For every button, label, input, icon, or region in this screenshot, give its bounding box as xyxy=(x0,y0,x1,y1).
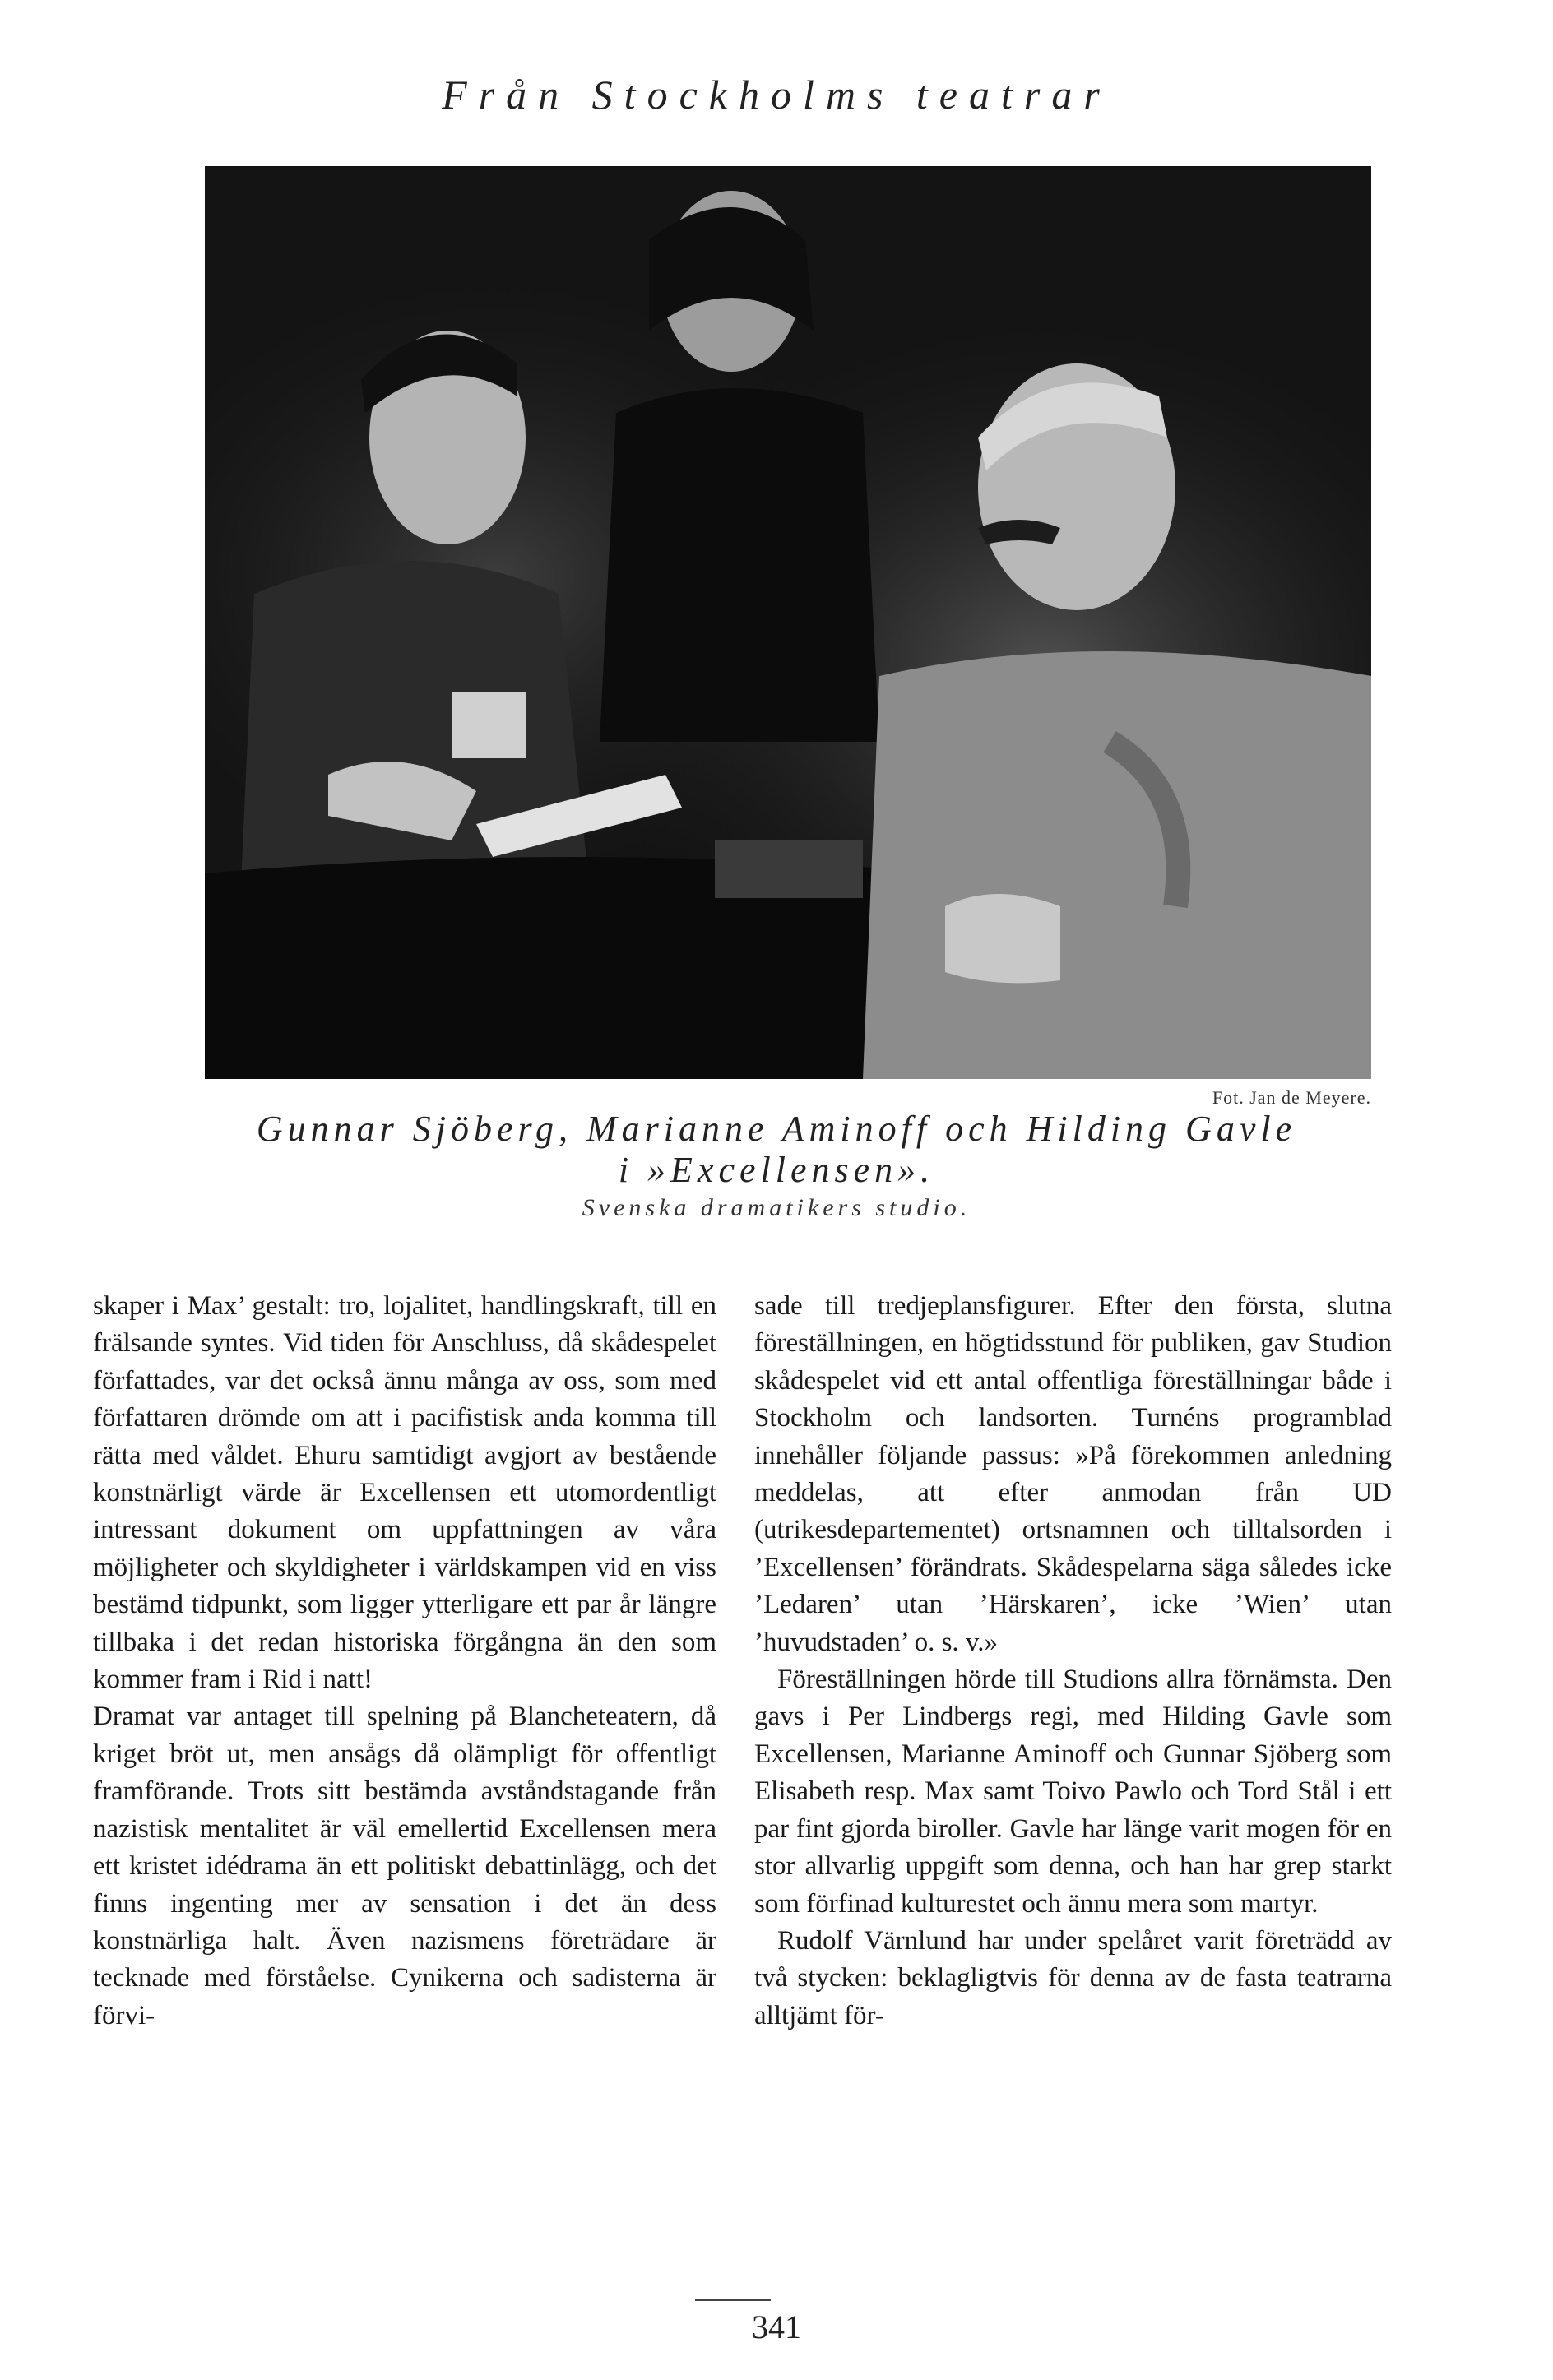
paragraph: Föreställningen hörde till Studions allra förnämsta. Den gavs i Per Lindbergs regi, med Hilding Gavle som Excellensen, Marianne Aminoff och Gunnar Sjöberg som Elisabeth resp. Max samt Toivo Pawlo och Tord Stål i ett par fint gjorda biroller. Gavle har länge varit mogen för en stor allvarlig uppgift som denna, och han har grep starkt som förfinad kulturestet och ännu mera som martyr. xyxy=(754,1665,1392,1919)
photograph-icon xyxy=(205,166,1371,1079)
paragraph: Dramat var antaget till spelning på Blancheteatern, då kriget bröt ut, men ansågs då olämpligt för offentligt framförande. Trots sitt bestämda avståndstagande från nazistisk mentalitet är väl emellertid Excellensen mera ett kristet idédrama än ett politiskt debattinlägg, och det finns ingenting mer av sensation i det än dess konstnärliga halt. Även nazismens företrädare är tecknade med förståelse. Cynikerna och sadisterna är förvi- xyxy=(93,1702,716,2030)
running-head: Från Stockholms teatrar xyxy=(442,72,1111,118)
caption-line-1: Gunnar Sjöberg, Marianne Aminoff och Hilding Gavle xyxy=(256,1109,1297,1149)
folio-rule xyxy=(695,2299,771,2301)
photo-caption xyxy=(0,1109,1553,1191)
photo-subcaption: Svenska dramatikers studio. xyxy=(582,1194,971,1221)
text-column-right xyxy=(754,1288,1392,2035)
paragraph: Rudolf Värnlund har under spelåret varit företrädd av två stycken: beklagligtvis för denna av de fasta teatrarna alltjämt för- xyxy=(754,1925,1392,2030)
paragraph: sade till tredjeplansfigurer. Efter den första, slutna föreställningen, en högtidsstund för publiken, gav Studion skådespelet vid ett antal offentliga föreställningar både i Stockholm och landsorten. Turnéns programblad innehåller följande passus: »På förekommen anledning meddelas, att efter anmodan från UD (utrikesdepartementet) ortsnamnen och tilltalsorden i ’Excellensen’ förändrats. Skådespelarna säga således icke ’Ledaren’ utan ’Härskaren’, icke ’Wien’ utan ’huvudstaden’ o. s. v.» xyxy=(754,1291,1392,1657)
stage-photograph xyxy=(205,166,1371,1079)
page-number: 341 xyxy=(752,2308,801,2345)
photo-credit: Fot. Jan de Meyere. xyxy=(1212,1087,1371,1108)
caption-line-2: i »Excellensen». xyxy=(618,1150,935,1190)
text-column-left xyxy=(93,1288,716,2035)
paragraph: skaper i Max’ gestalt: tro, lojalitet, handlingskraft, till en frälsande syntes. Vid tiden för Anschluss, då skådespelet författades, var det också ännu många av oss, som med författaren drömde om att i pacifistisk anda komma till rätta med våldet. Ehuru samtidigt avgjort av bestående konstnärligt värde är Excellensen ett utomordentligt intressant dokument om uppfattningen av våra möjligheter och skyldigheter i världskampen vid en viss bestämd tidpunkt, som ligger ytterligare ett par år längre tillbaka i det redan historiska förgångna än den som kommer fram i Rid i natt! xyxy=(93,1291,716,1695)
